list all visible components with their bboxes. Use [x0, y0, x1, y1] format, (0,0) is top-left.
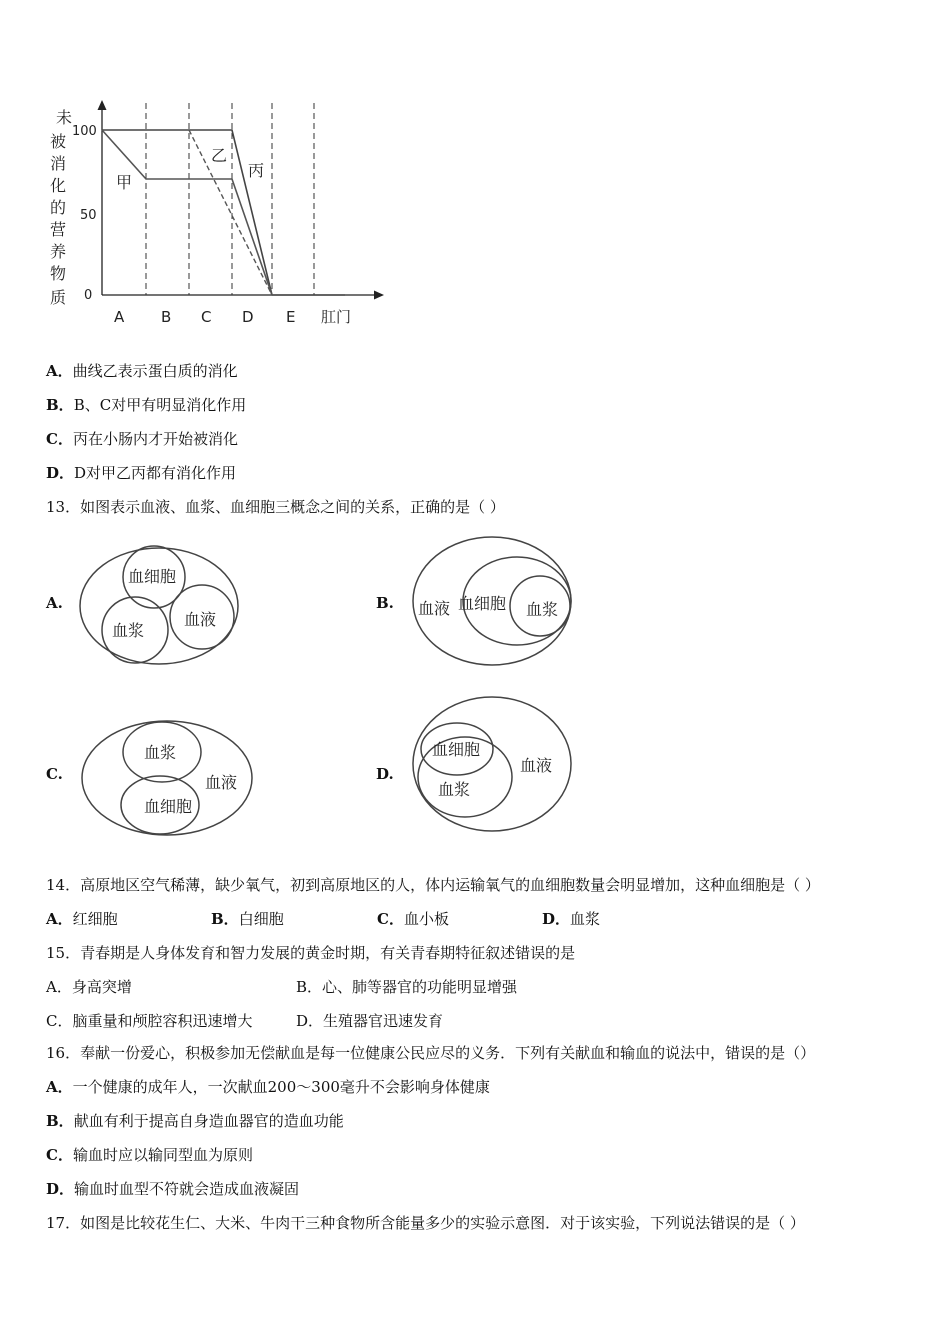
xtick-D: D: [242, 308, 254, 326]
venn-text: 血细胞: [144, 797, 193, 816]
q14-option-a: A．红细胞: [46, 910, 118, 928]
label-yi: 乙: [211, 146, 228, 165]
q12-option-b: B．B、C对甲有明显消化作用: [46, 396, 247, 414]
q16-stem: 16．奉献一份爱心，积极参加无偿献血是每一位健康公民应尽的义务．下列有关献血和输血的说法中，错误的是（）: [46, 1044, 816, 1062]
ylabel-char: 营: [50, 220, 67, 239]
ylabel-char: 的: [50, 198, 67, 217]
q13-diagram-a-label: A.: [46, 594, 63, 612]
ylabel-char: 物: [50, 264, 67, 283]
ytick-100: 100: [72, 124, 97, 139]
x-axis-arrow: [374, 291, 384, 300]
digestion-chart: [40, 95, 390, 335]
ytick-50: 50: [80, 208, 97, 223]
venn-text: 血浆: [112, 621, 145, 640]
q12-option-a: A．曲线乙表示蛋白质的消化: [46, 362, 238, 380]
ytick-0: 0: [84, 288, 93, 303]
q13-diagram-c: [80, 718, 256, 838]
curve-yi: [189, 130, 272, 295]
q15-option-c: C．脑重量和颅腔容积迅速增大: [46, 1012, 253, 1030]
venn-text: 血浆: [526, 600, 559, 619]
q16-option-d: D．输血时血型不符就会造成血液凝固: [46, 1180, 300, 1198]
curve-jia: [102, 130, 272, 295]
q13-diagram-b: [410, 534, 576, 668]
venn-text: 血细胞: [458, 594, 507, 613]
xtick-anus: 肛门: [321, 308, 352, 326]
q13-diagram-b-label: B.: [376, 594, 394, 612]
q16-option-b: B．献血有利于提高自身造血器官的造血功能: [46, 1112, 344, 1130]
q13-diagram-c-label: C.: [46, 765, 63, 783]
xtick-B: B: [161, 308, 172, 326]
venn-text: 血液: [418, 599, 451, 618]
venn-text: 血液: [520, 756, 553, 775]
q15-option-b: B．心、肺等器官的功能明显增强: [296, 978, 518, 996]
xtick-C: C: [201, 308, 212, 326]
q14-option-b: B．白细胞: [211, 910, 284, 928]
ylabel-char: 未: [56, 108, 73, 127]
venn-text: 血浆: [144, 743, 177, 762]
ylabel-char: 被: [50, 132, 67, 151]
venn-text: 血液: [205, 773, 238, 792]
q14-stem: 14．高原地区空气稀薄，缺少氧气，初到高原地区的人，体内运输氧气的血细胞数量会明显增加，这种血细胞是（ ）: [46, 876, 820, 894]
q15-stem: 15．青春期是人身体发育和智力发展的黄金时期，有关青春期特征叙述错误的是: [46, 944, 576, 962]
q15-option-d: D．生殖器官迅速发育: [296, 1012, 444, 1030]
ylabel-char: 养: [50, 242, 67, 261]
q13-stem: 13．如图表示血液、血浆、血细胞三概念之间的关系，正确的是（ ）: [46, 498, 505, 516]
ylabel-char: 质: [50, 288, 67, 307]
ylabel-char: 化: [50, 176, 67, 195]
label-bing: 丙: [248, 161, 265, 180]
q15-option-a: A．身高突增: [46, 978, 132, 996]
venn-text: 血浆: [438, 780, 471, 799]
q14-option-d: D．血浆: [542, 910, 601, 928]
q16-option-c: C．输血时应以输同型血为原则: [46, 1146, 253, 1164]
q13-diagram-d-label: D.: [376, 765, 394, 783]
xtick-E: E: [286, 308, 296, 326]
q14-option-c: C．血小板: [377, 910, 449, 928]
q16-option-a: A．一个健康的成年人，一次献血200～300毫升不会影响身体健康: [46, 1078, 490, 1096]
y-axis-arrow: [98, 100, 107, 110]
q13-diagram-a: [78, 544, 244, 666]
ylabel-char: 消: [50, 154, 67, 173]
venn-text: 血液: [184, 610, 217, 629]
q12-option-d: D．D对甲乙丙都有消化作用: [46, 464, 237, 482]
xtick-A: A: [114, 308, 125, 326]
q13-diagram-d: [410, 694, 574, 834]
q17-stem: 17．如图是比较花生仁、大米、牛肉干三种食物所含能量多少的实验示意图．对于该实验，下列说法错误的是（ ）: [46, 1214, 805, 1232]
venn-text: 血细胞: [128, 567, 177, 586]
label-jia: 甲: [116, 173, 133, 192]
venn-text: 血细胞: [432, 740, 481, 759]
q12-option-c: C．丙在小肠内才开始被消化: [46, 430, 238, 448]
